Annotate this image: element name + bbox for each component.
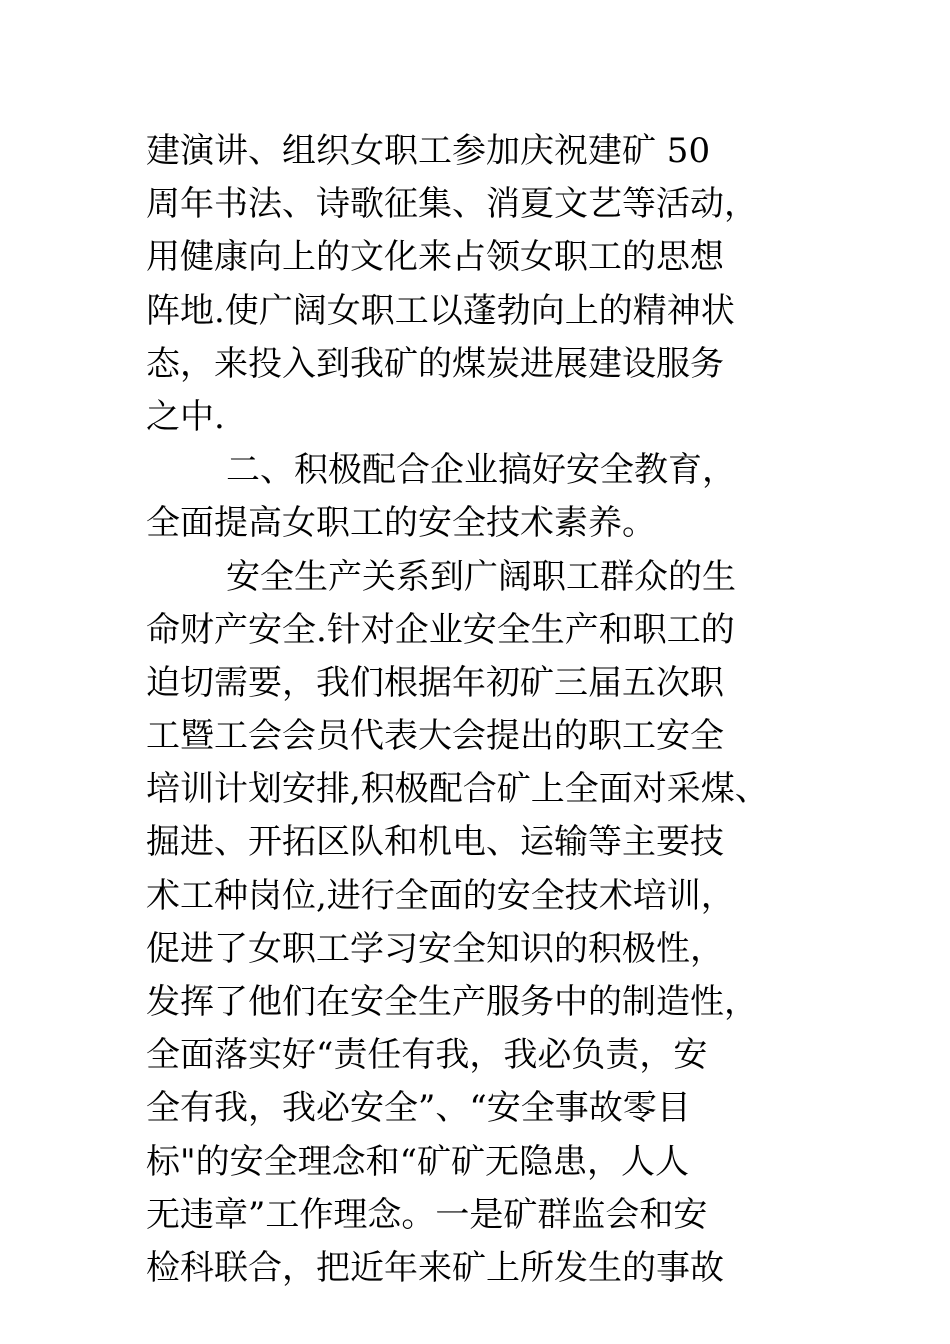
section-heading-line: 二、积极配合企业搞好安全教育， bbox=[226, 450, 736, 491]
paragraph-first-line: 安全生产关系到广阔职工群众的生 bbox=[226, 556, 736, 597]
section-heading-line: 全面提高女职工的安全技术素养。 bbox=[146, 503, 656, 544]
text-line: 培训计划安排,积极配合矿上全面对采煤、 bbox=[146, 769, 769, 810]
text-line: 促进了女职工学习安全知识的积极性， bbox=[146, 928, 724, 969]
text-line: 掘进、开拓区队和机电、运输等主要技 bbox=[146, 822, 724, 863]
text-line: 发挥了他们在安全生产服务中的制造性， bbox=[146, 982, 758, 1022]
text-line: 术工种岗位,进行全面的安全技术培训， bbox=[146, 875, 735, 916]
body-text bbox=[146, 125, 846, 1295]
text-line: 阵地.使广阔女职工以蓬勃向上的精神状 bbox=[146, 290, 735, 331]
text-line: 全面落实好“责任有我，我必负责，安 bbox=[146, 1035, 708, 1076]
text-line: 迫切需要，我们根据年初矿三届五次职 bbox=[146, 662, 724, 703]
text-line: 周年书法、诗歌征集、消夏文艺等活动， bbox=[146, 184, 758, 225]
text-line: 工暨工会会员代表大会提出的职工安全 bbox=[146, 716, 724, 757]
text-line: 全有我，我必安全”、“安全事故零目 bbox=[146, 1088, 691, 1129]
text-line: 之中. bbox=[146, 396, 225, 437]
text-line: 用健康向上的文化来占领女职工的思想 bbox=[146, 237, 724, 278]
text-line: 建演讲、组织女职工参加庆祝建矿 50 bbox=[146, 131, 711, 171]
text-line: 检科联合，把近年来矿上所发生的事故 bbox=[146, 1247, 724, 1288]
text-line: 命财产安全.针对企业安全生产和职工的 bbox=[146, 609, 735, 650]
text-line: 标"的安全理念和“矿矿无隐患，人人 bbox=[146, 1141, 690, 1182]
text-line: 无违章”工作理念。一是矿群监会和安 bbox=[146, 1194, 708, 1235]
text-line: 态，来投入到我矿的煤炭进展建设服务 bbox=[146, 343, 724, 384]
